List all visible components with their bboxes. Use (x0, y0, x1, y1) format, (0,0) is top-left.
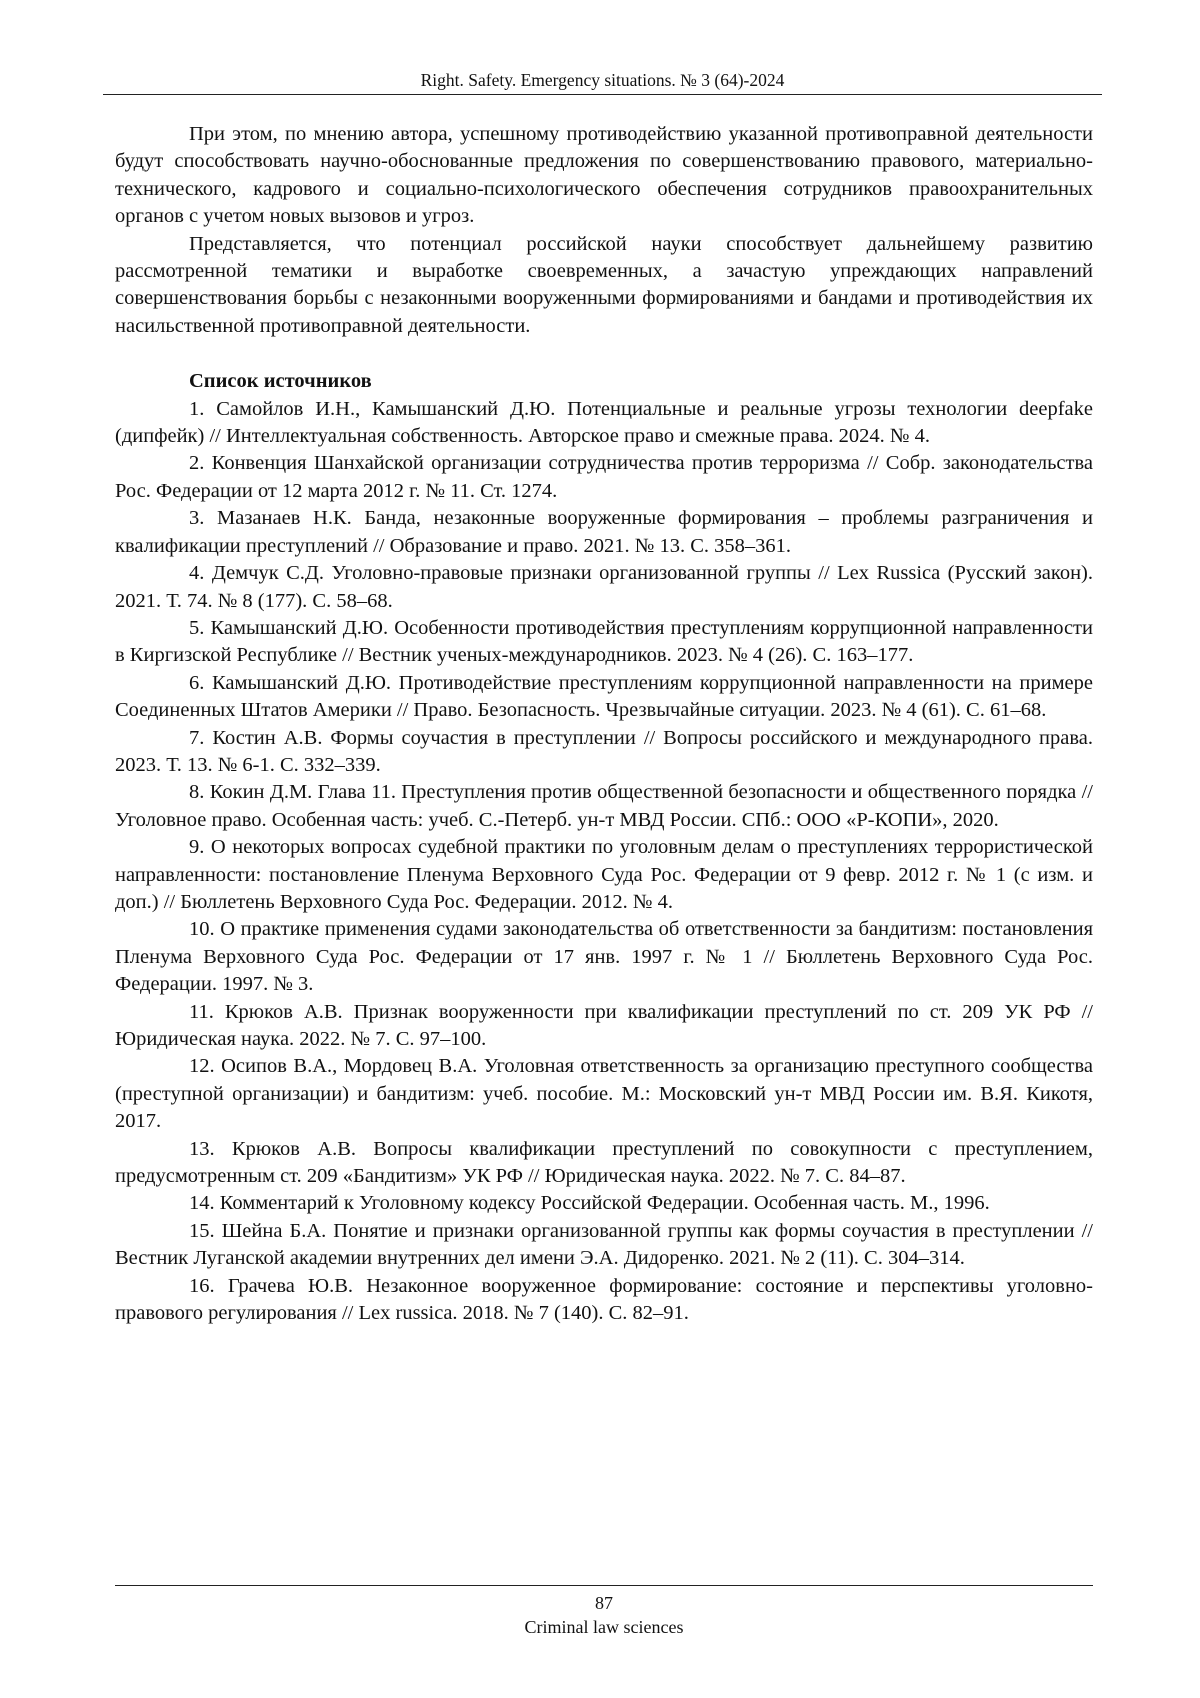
reference-item-5: 5. Камышанский Д.Ю. Особенности противодействия преступлениям коррупционной направленности в Киргизской Республике // Вестник ученых-международников. 2023. № 4 (26). С. 163–177. (115, 616, 1093, 667)
reference-item-12: 12. Осипов В.А., Мордовец В.А. Уголовная ответственность за организацию преступного сообщества (преступной организации) и бандитизм: учеб. пособие. М.: Московский ун-т МВД России им. В.Я. Кикотя, 2017. (115, 1055, 1093, 1133)
reference-item-9: 9. О некоторых вопросах судебной практики по уголовным делам о преступлениях террористической направленности: постановление Пленума Верховного Суда Рос. Федерации от 9 февр. 2012 г. № 1 (с изм. и доп.) // Бюллетень Верховного Суда Рос. Федерации. 2012. № 4. (115, 836, 1093, 913)
reference-item-10: 10. О практике применения судами законодательства об ответственности за бандитизм: постановления Пленума Верховного Суда Рос. Федерации от 17 янв. 1997 г. № 1 // Бюллетень Верховного Суда Рос. Федерации. 1997. № 3. (115, 918, 1093, 996)
reference-item-2: 2. Конвенция Шанхайской организации сотрудничества против терроризма // Собр. законодательства Рос. Федерации от 12 марта 2012 г. № 11. Ст. 1274. (115, 452, 1093, 502)
reference-item-3: 3. Мазанаев Н.К. Банда, незаконные вооруженные формирования – проблемы разграничения и квалификации преступлений // Образование и право. 2021. № 13. С. 358–361. (115, 507, 1093, 557)
reference-item-11: 11. Крюков А.В. Признак вооруженности при квалификации преступлений по ст. 209 УК РФ // Юридическая наука. 2022. № 7. С. 97–100. (115, 1000, 1093, 1050)
body-paragraph-1: При этом, по мнению автора, успешному противодействию указанной противоправной деятельности будут способствовать научно-обоснованные предложения по совершенствованию правового, материально-технического, кадрового и социально-психологического обеспечения сотрудников правоохранительных органов с учетом новых вызовов и угроз. (115, 123, 1093, 228)
page-number: 87 (595, 1593, 613, 1613)
reference-item-8: 8. Кокин Д.М. Глава 11. Преступления против общественной безопасности и общественного порядка // Уголовное право. Особенная часть: учеб. С.-Петерб. ун-т МВД России. СПб.: ООО «Р-КОПИ», 2020. (115, 781, 1093, 831)
reference-item-15: 15. Шейна Б.А. Понятие и признаки организованной группы как формы соучастия в преступлении // Вестник Луганской академии внутренних дел имени Э.А. Дидоренко. 2021. № 2 (11). С. 304–314. (115, 1219, 1093, 1270)
reference-item-14: 14. Комментарий к Уголовному кодексу Российской Федерации. Особенная часть. М., 1996. (189, 1192, 990, 1215)
page-content (115, 121, 1093, 1327)
reference-item-13: 13. Крюков А.В. Вопросы квалификации преступлений по совокупности с преступлением, предусмотренным ст. 209 «Бандитизм» УК РФ // Юридическая наука. 2022. № 7. С. 84–87. (115, 1137, 1093, 1188)
references-title: Список источников (189, 370, 372, 393)
reference-item-7: 7. Костин А.В. Формы соучастия в преступлении // Вопросы российского и международного права. 2023. Т. 13. № 6-1. С. 332–339. (115, 726, 1093, 776)
reference-item-16: 16. Грачева Ю.В. Незаконное вооруженное формирование: состояние и перспективы уголовно-правового регулирования // Lex russica. 2018. № 7 (140). С. 82–91. (115, 1274, 1093, 1325)
reference-item-6: 6. Камышанский Д.Ю. Противодействие преступлениям коррупционной направленности на примере Соединенных Штатов Америки // Право. Безопасность. Чрезвычайные ситуации. 2023. № 4 (61). С. 61–68. (115, 671, 1093, 722)
running-header: Right. Safety. Emergency situations. № 3 (64)-2024 (103, 70, 1102, 95)
body-paragraph-2: Представляется, что потенциал российской науки способствует дальнейшему развитию рассмотренной тематики и выработке своевременных, а зачастую упреждающих направлений совершенствования борьбы с незаконными вооруженными формированиями и бандами и противодействия их насильственной противоправной деятельности. (115, 232, 1093, 337)
references-list (115, 396, 1093, 1328)
reference-item-4: 4. Демчук С.Д. Уголовно-правовые признаки организованной группы // Lex Russica (Русский закон). 2021. Т. 74. № 8 (177). С. 58–68. (115, 562, 1093, 612)
reference-item-1: 1. Самойлов И.Н., Камышанский Д.Ю. Потенциальные и реальные угрозы технологии deepfake (дипфейк) // Интеллектуальная собственность. Авторское право и смежные права. 2024. № 4. (115, 397, 1093, 448)
footer-divider (115, 1585, 1093, 1586)
journal-name: Criminal law sciences (524, 1617, 684, 1637)
